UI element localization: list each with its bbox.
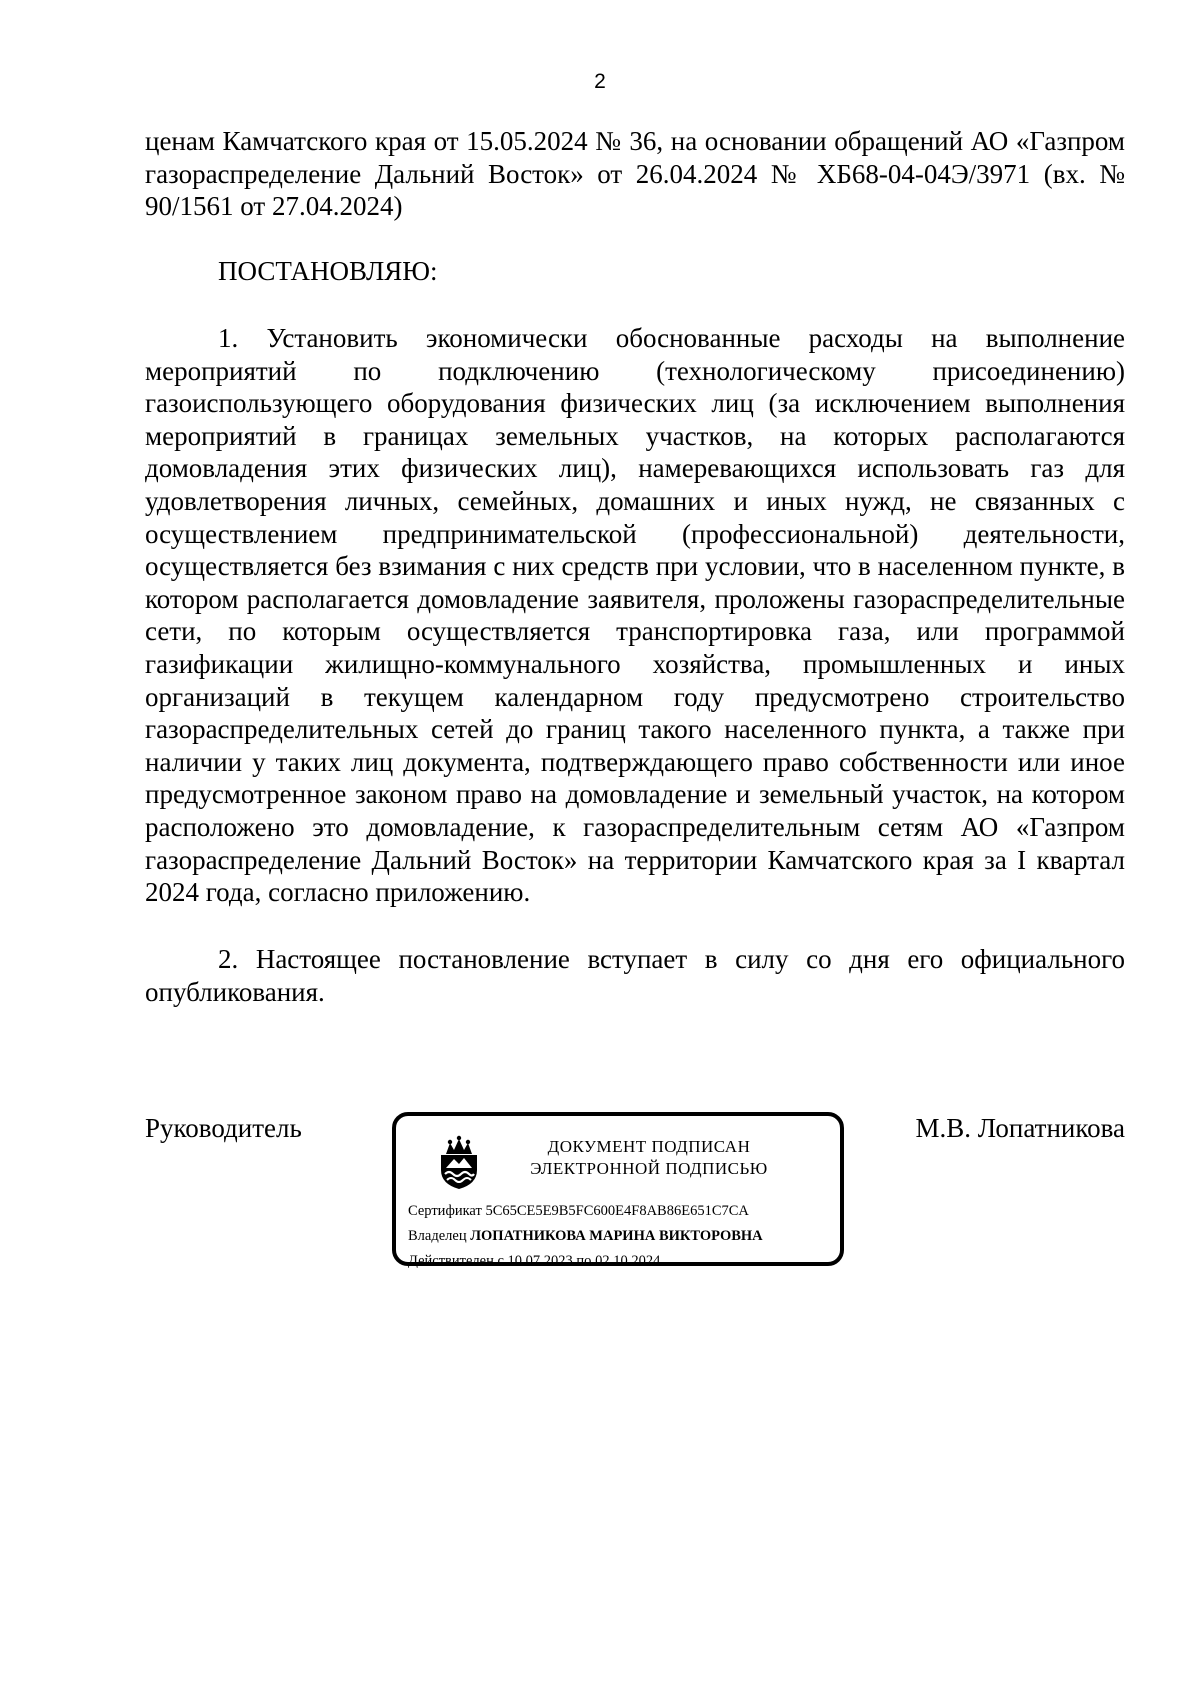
decree-heading: ПОСТАНОВЛЯЮ: bbox=[218, 256, 438, 286]
decree-item-1: 1. Установить экономически обоснованные расходы на выполнение мероприятий по подключению (технологическому присоединению) газоиспользующего оборудования физических лиц (за исключением выполнения мероприятий в границах земельных участков, на которых располагаются домовладения этих физических лиц), намеревающихся использовать газ для удовлетворения личных, семейных, домашних и иных нужд, не связанных с осуществлением предпринимательской (профессиональной) деятельности, осуществляется без взимания с них средств при условии, что в населенном пункте, в котором располагается домовладение заявителя, проложены газораспределительные сети, по которым осуществляется транспортировка газа, или программой газификации жилищно-коммунального хозяйства, промышленных и иных организаций в текущем календарном году предусмотрено строительство газораспределительных сетей до границ такого населенного пункта, а также при наличии у таких лиц документа, подтверждающего право собственности или иное предусмотренное законом право на домовладение и земельный участок, на котором расположено это домовладение, к газораспределительным сетям АО «Газпром газораспределение Дальний Восток» на территории Камчатского края за I квартал 2024 года, согласно приложению. bbox=[145, 323, 1125, 908]
stamp-owner bbox=[408, 1227, 763, 1245]
owner-label: Владелец bbox=[408, 1228, 467, 1244]
certificate-value: 5C65CE5E9B5FC600E4F8AB86E651C7CA bbox=[485, 1203, 749, 1219]
intro-paragraph: ценам Камчатского края от 15.05.2024 № 36, на основании обращений АО «Газпром газораспределение Дальний Восток» от 26.04.2024 № ХБ68-04-04Э/3971 (вх. № 90/1561 от 27.04.2024) bbox=[145, 126, 1125, 222]
owner-value: ЛОПАТНИКОВА МАРИНА ВИКТОРОВНА bbox=[470, 1228, 763, 1244]
stamp-certificate bbox=[408, 1202, 749, 1220]
page-number: 2 bbox=[594, 70, 606, 93]
decree-item-2: 2. Настоящее постановление вступает в силу со дня его официального опубликования. bbox=[145, 944, 1125, 1007]
valid-label: Действителен с bbox=[408, 1253, 504, 1269]
coat-of-arms-icon bbox=[434, 1134, 484, 1190]
stamp-title-line-1: ДОКУМЕНТ ПОДПИСАН bbox=[547, 1137, 751, 1156]
stamp-title-line-2: ЭЛЕКТРОННОЙ ПОДПИСЬЮ bbox=[530, 1159, 768, 1178]
stamp-validity bbox=[408, 1252, 660, 1270]
signatory-role: Руководитель bbox=[145, 1113, 302, 1143]
electronic-signature-stamp bbox=[392, 1112, 844, 1269]
certificate-label: Сертификат bbox=[408, 1203, 482, 1219]
signatory-name: М.В. Лопатникова bbox=[915, 1113, 1125, 1143]
valid-to-label: по bbox=[576, 1253, 592, 1269]
valid-from: 10.07.2023 bbox=[507, 1253, 573, 1269]
valid-to: 02.10.2024 bbox=[595, 1253, 661, 1269]
stamp-title bbox=[504, 1136, 794, 1180]
